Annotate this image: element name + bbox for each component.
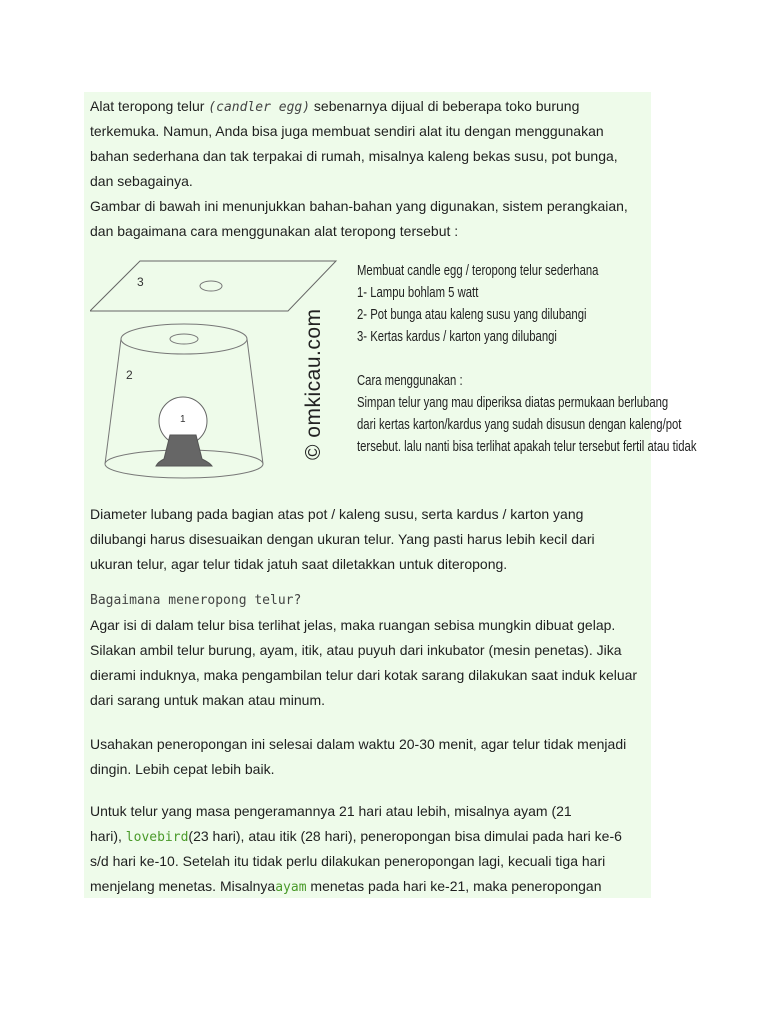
p3-text: menetas pada hari ke-21, maka peneropongan	[306, 878, 602, 894]
figure-notes	[357, 260, 697, 458]
pot-hole	[170, 334, 198, 344]
usage-line-2: dari kertas karton/kardus yang sudah disusun dengan kaleng/pot	[357, 417, 682, 433]
cardboard-hole	[200, 281, 222, 291]
lovebird-link[interactable]: lovebird	[125, 830, 189, 845]
p2-line-2: dingin. Lebih cepat lebih baik.	[90, 761, 275, 777]
label-1: 1	[180, 414, 186, 425]
intro-line-3: bahan sederhana dan tak terpakai di rumah, misalnya kaleng bekas susu, pot bunga,	[90, 148, 618, 164]
usage-line-1: Simpan telur yang mau diperiksa diatas permukaan berlubang	[357, 395, 669, 411]
usage-title: Cara menggunakan :	[357, 373, 463, 389]
intro-text: sebenarnya dijual di beberapa toko burung	[310, 98, 580, 114]
p3-text: (23 hari), atau itik (28 hari), peneropongan bisa dimulai pada hari ke-6	[188, 828, 622, 844]
p1-line-2: Silakan ambil telur burung, ayam, itik, atau puyuh dari inkubator (mesin penetas). Jika	[90, 642, 622, 658]
pot-top	[121, 324, 247, 354]
label-3: 3	[137, 275, 144, 289]
notes-title: Membuat candle egg / teropong telur sederhana	[357, 263, 599, 279]
omkicau-watermark: © omkicau.com	[302, 308, 325, 460]
diameter-line-1: Diameter lubang pada bagian atas pot / kaleng susu, serta kardus / karton yang	[90, 506, 584, 522]
p3-text: hari),	[90, 828, 126, 844]
p1-line-3: dierami induknya, maka pengambilan telur dari kotak sarang dilakukan saat induk keluar	[90, 667, 638, 683]
intro-line-5: Gambar di bawah ini menunjukkan bahan-bahan yang digunakan, sistem perangkaian,	[90, 198, 628, 214]
pot-side-right	[247, 339, 263, 464]
notes-item-1: 1- Lampu bohlam 5 watt	[357, 285, 479, 301]
diameter-line-2: dilubangi harus disesuaikan dengan ukuran telur. Yang pasti harus lebih kecil dari	[90, 531, 595, 547]
label-2: 2	[126, 368, 133, 382]
usage-line-3: tersebut. lalu nanti bisa terlihat apakah telur tersebut fertil atau tidak	[357, 439, 697, 455]
p2-line-1: Usahakan peneropongan ini selesai dalam waktu 20-30 menit, agar telur tidak menjadi	[90, 736, 627, 752]
p3-line-2	[90, 824, 622, 850]
intro-text: Alat teropong telur	[90, 98, 209, 114]
intro-line-4: dan sebagainya.	[90, 173, 193, 189]
p3-line-3: s/d hari ke-10. Setelah itu tidak perlu dilakukan peneropongan lagi, kecuali tiga hari	[90, 853, 606, 869]
intro-line-1	[90, 94, 579, 120]
p3-text: menjelang menetas. Misalnya	[90, 878, 276, 894]
intro-line-2: terkemuka. Namun, Anda bisa juga membuat sendiri alat itu dengan menggunakan	[90, 123, 604, 139]
intro-line-6: dan bagaimana cara menggunakan alat teropong tersebut :	[90, 223, 459, 239]
p3-line-4	[90, 874, 602, 900]
cardboard-sheet	[90, 261, 336, 311]
p1-line-4: dari sarang untuk makan atau minum.	[90, 692, 326, 708]
candler-egg-term: (candler egg)	[208, 100, 311, 115]
notes-item-2: 2- Pot bunga atau kaleng susu yang dilubangi	[357, 307, 587, 323]
diameter-line-3: ukuran telur, agar telur tidak jatuh saat diletakkan untuk diteropong.	[90, 556, 508, 572]
p1-line-1: Agar isi di dalam telur bisa terlihat jelas, maka ruangan sebisa mungkin dibuat gelap.	[90, 617, 616, 633]
notes-item-3: 3- Kertas kardus / karton yang dilubangi	[357, 329, 557, 345]
ayam-link[interactable]: ayam	[275, 880, 307, 895]
section-heading: Bagaimana meneropong telur?	[90, 593, 302, 608]
p3-line-1: Untuk telur yang masa pengeramannya 21 hari atau lebih, misalnya ayam (21	[90, 803, 572, 819]
pot-side-left	[105, 339, 121, 464]
